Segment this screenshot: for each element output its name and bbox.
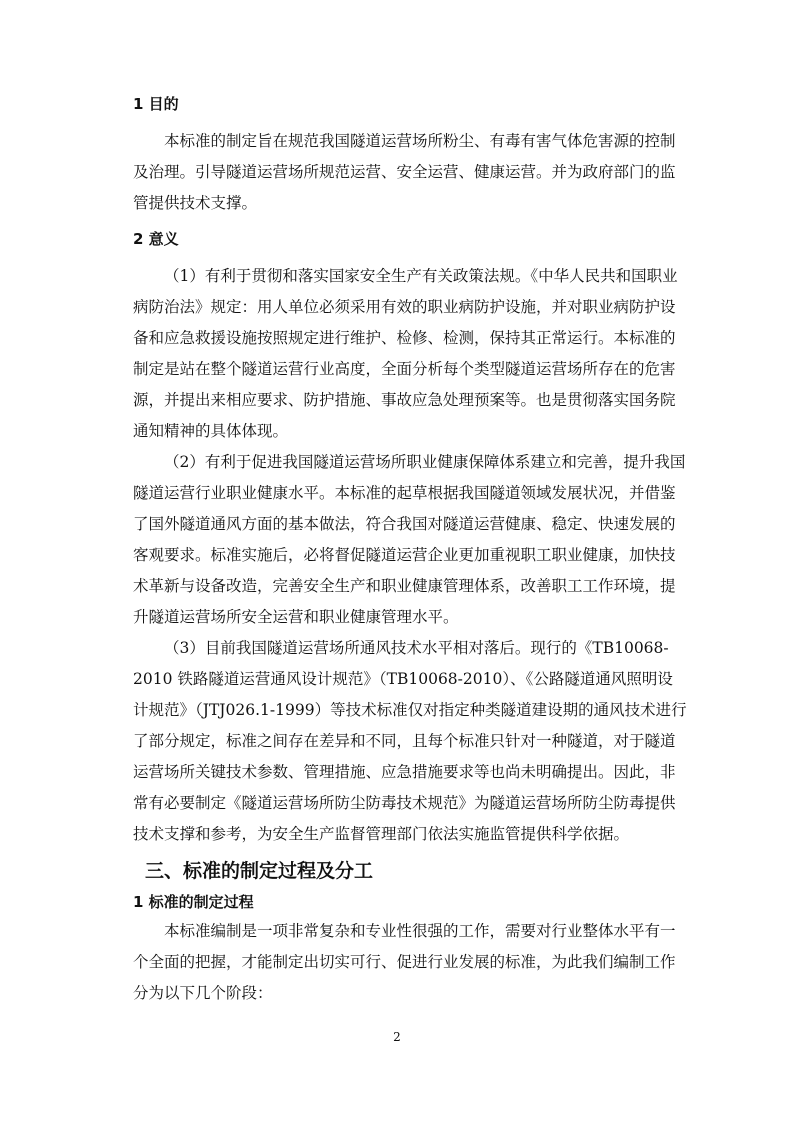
section-heading-purpose: 1 目的: [133, 95, 179, 113]
subsection-heading-process: 1 标准的制定过程: [133, 893, 254, 911]
section-heading-significance: 2 意义: [133, 230, 179, 248]
significance-paragraph-2: （2）有利于促进我国隧道运营场所职业健康保障体系建立和完善，提升我国隧道运营行业职业健康水平。本标准的起草根据我国隧道领域发展状况，并借鉴了国外隧道通风方面的基本做法，符合我国对隧道运营健康、稳定、快速发展的客观要求。标准实施后，必将督促隧道运营企业更加重视职工职业健康，加快技术革新与设备改造，完善安全生产和职业健康管理体系，改善职工工作环境，提升隧道运营场所安全运营和职业健康管理水平。: [133, 453, 686, 626]
chapter-heading-process: 三、标准的制定过程及分工: [145, 860, 374, 882]
page-content: [133, 92, 688, 1009]
process-paragraph: 本标准编制是一项非常复杂和专业性很强的工作，需要对行业整体水平有一个全面的把握，才能制定出切实可行、促进行业发展的标准，为此我们编制工作分为以下几个阶段：: [133, 922, 676, 1002]
significance-paragraph-3: （3）目前我国隧道运营场所通风技术水平相对落后。现行的《TB10068-2010 铁路隧道运营通风设计规范》（TB10068-2010）、《公路隧道通风照明设计规范》（JTJ026.1-1999）等技术标准仅对指定种类隧道建设期的通风技术进行了部分规定，标准之间存在差异和不同，且每个标准只针对一种隧道，对于隧道运营场所关键技术参数、管理措施、应急措施要求等也尚未明确提出。因此，非常有必要制定《隧道运营场所防尘防毒技术规范》为隧道运营场所防尘防毒提供技术支撑和参考，为安全生产监督管理部门依法实施监管提供科学依据。: [133, 639, 687, 843]
significance-paragraph-1: （1）有利于贯彻和落实国家安全生产有关政策法规。《中华人民共和国职业病防治法》规定：用人单位必须采用有效的职业病防护设施，并对职业病防护设备和应急救援设施按照规定进行维护、检修、检测，保持其正常运行。本标准的制定是站在整个隧道运营行业高度，全面分析每个类型隧道运营场所存在的危害源，并提出来相应要求、防护措施、事故应急处理预案等。也是贯彻落实国务院通知精神的具体体现。: [133, 267, 678, 440]
page-number: 2: [393, 1030, 401, 1044]
purpose-paragraph: 本标准的制定旨在规范我国隧道运营场所粉尘、有毒有害气体危害源的控制及治理。引导隧道运营场所规范运营、安全运营、健康运营。并为政府部门的监管提供技术支撑。: [133, 132, 676, 212]
